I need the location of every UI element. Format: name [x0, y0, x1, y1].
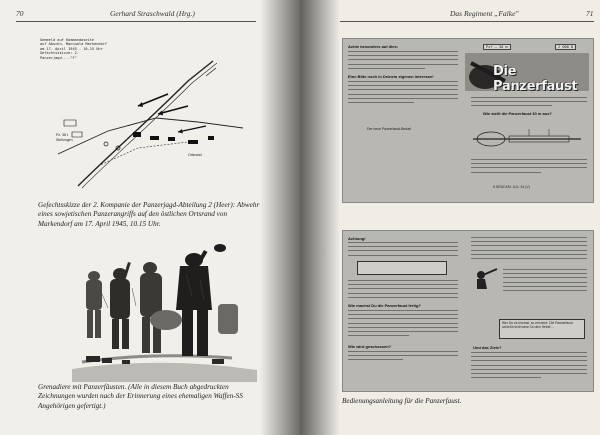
brand-title: Die Panzerfaust	[493, 64, 578, 94]
panel1-print-code: 8 DRUCKM. JUL. 44 (V)	[493, 185, 530, 189]
running-head-right: Das Regiment „Falke"	[450, 9, 519, 18]
battle-sketch-map	[38, 36, 256, 196]
sketch-caption: Gefechtsskizze der 2. Kompanie der Panzerjagd-Abteilung 2 (Heer): Abwehr eines sowjetischen Panzerangriffs auf den östlichen Ortsrand von Markendorf am 17. April 1945, 10.15 Uhr.	[38, 201, 260, 228]
grenadiers-illustration	[62, 244, 262, 382]
running-head-left: Gerhard Straschwald (Hrg.)	[110, 9, 195, 18]
manual-panel-top	[342, 38, 594, 203]
sketch-note-line: auf Abschn. Mannuala Markendorf	[40, 42, 108, 47]
panel2-text-block-a	[348, 242, 458, 259]
panel2-heading-b: Wie machst Du die Panzerfaust fertig?	[348, 303, 421, 308]
panel2-inset-box	[357, 261, 447, 275]
panel2-text-block-c	[348, 310, 458, 339]
svg-text:Ortsrand: Ortsrand	[188, 153, 202, 157]
panel1-text-block-c	[471, 97, 587, 110]
sketch-note-line: Gefechtsskizze: 2. Panzerjagd-..."F"	[40, 51, 79, 60]
panel2-text-block-f	[503, 269, 587, 294]
page-number-right: 71	[586, 9, 594, 18]
header-rule-right	[340, 21, 594, 22]
illustration-caption: Grenadiere mit Panzerfäusten. (Alle in diesem Buch abgedruckten Zeichnungen wurden nach der Erinnerung eines ehemaligen Waffen-SS Angehörigen gefertigt.)	[38, 383, 243, 410]
right-page	[300, 0, 600, 435]
panel2-heading-c: Wie wird geschossen?	[348, 344, 392, 349]
panel1-tag-left: Pzf — 30 m	[483, 44, 511, 50]
panel1-footer: Der neue Panzerfaust-Bedarf	[367, 127, 412, 131]
panel1-heading-b: Eine Bitte noch in Deinem eigenen Interesse!	[348, 74, 434, 79]
page-number-left: 70	[16, 9, 24, 18]
sketch-note-line: Gemeeld auf Kommandoseite	[40, 38, 95, 42]
header-rule-left	[16, 21, 256, 22]
panel2-heading-d: Und das Ziele?	[473, 345, 502, 350]
panel2-text-block-b	[348, 280, 458, 301]
panel2-text-block-g	[471, 352, 587, 381]
panzerfaust-diagram	[469, 123, 587, 155]
manual-caption: Bedienungsanleitung für die Panzerfaust.	[342, 397, 462, 405]
panel1-tag-right: 2 000 8	[555, 44, 576, 50]
panel1-question: Wie stellt die Panzerfaust 30 m aus?	[483, 111, 552, 116]
svg-text:Pz. 38 t: Pz. 38 t	[56, 133, 68, 137]
panel1-text-block-a	[348, 51, 458, 72]
panel1-text-block-d	[471, 159, 587, 176]
panel2-note-box: Wer Du es nimmst, so erinnere: Die Panzerfaust schießt nicht wenn Du den Hebel ...	[499, 319, 585, 339]
manual-panel-bottom	[342, 230, 594, 392]
panel1-text-block-b	[348, 81, 458, 106]
panel2-heading-a: Achtung!	[348, 236, 366, 241]
soldier-pictogram	[471, 267, 499, 297]
sketch-note-line: am 17. April 1945 - 10.15 Uhr	[40, 46, 103, 51]
panel1-heading-a: Achte besonders auf dies:	[348, 44, 399, 49]
svg-text:Stellungen: Stellungen	[56, 138, 73, 142]
panel2-text-block-e	[471, 237, 587, 262]
panel2-text-block-d	[348, 351, 458, 364]
